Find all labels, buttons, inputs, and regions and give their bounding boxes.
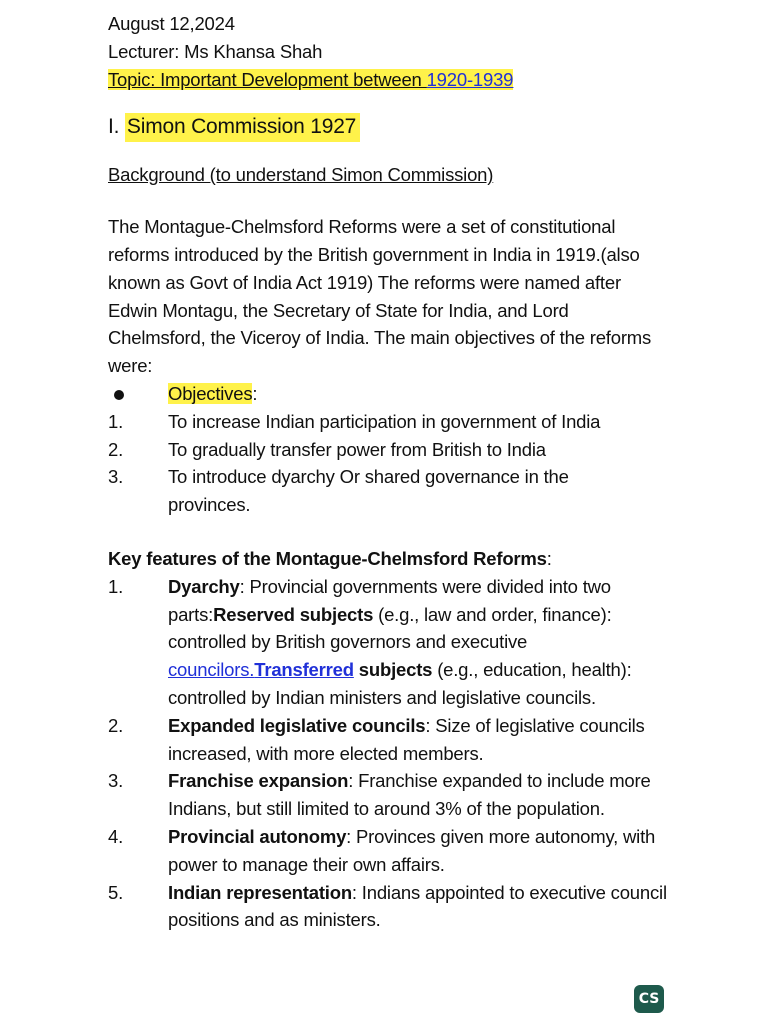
objectives-label: Objectives <box>168 382 253 404</box>
intro-paragraph <box>108 213 708 380</box>
list-number: 2. <box>108 438 124 460</box>
key-features-heading <box>108 545 708 573</box>
feature-item <box>108 879 708 935</box>
topic-label <box>108 69 513 90</box>
topic-year-link[interactable]: 1920-1939 <box>426 68 514 90</box>
intro-line: The Montague-Chelmsford Reforms were a set of constitutional <box>108 216 616 238</box>
section-number: I. <box>108 115 120 139</box>
objective-text: provinces. <box>168 494 251 516</box>
date-line: August 12,2024 <box>108 13 235 34</box>
feature-text: : Provincial governments were divided into two <box>239 575 611 597</box>
objective-text: To introduce dyarchy Or shared governance in the <box>168 466 569 488</box>
lecturer-line: Lecturer: Ms Khansa Shah <box>108 40 323 62</box>
bullet-marker <box>108 380 148 408</box>
list-number: 3. <box>108 466 124 488</box>
key-features-title: Key features of the Montague-Chelmsford Reforms <box>108 547 547 569</box>
objective-item <box>108 463 708 519</box>
objectives-colon: : <box>252 382 258 404</box>
feature-text: Indians, but still limited to around 3% of the population. <box>168 798 605 820</box>
camscanner-logo-icon: CS <box>634 985 664 1013</box>
feature-term: Indian representation <box>168 881 352 903</box>
feature-text: increased, with more elected members. <box>168 742 484 764</box>
councilors-link[interactable]: councilors. <box>168 659 255 681</box>
objectives-bullet <box>108 380 708 408</box>
feature-term: Franchise expansion <box>168 770 349 792</box>
feature-term: Dyarchy <box>168 575 240 597</box>
section-heading <box>108 111 708 143</box>
intro-line: were: <box>108 355 153 377</box>
feature-item <box>108 767 708 823</box>
intro-line: Edwin Montagu, the Secretary of State for India, and Lord <box>108 299 569 321</box>
transferred-link[interactable]: Transferred <box>254 659 354 681</box>
intro-line: reforms introduced by the British government in India in 1919.(also <box>108 243 640 265</box>
feature-term: Reserved subjects <box>213 603 374 625</box>
list-number: 2. <box>108 714 124 736</box>
objective-text: To gradually transfer power from British to India <box>168 438 546 460</box>
bullet-dot-icon <box>114 390 124 400</box>
objective-item <box>108 436 708 464</box>
feature-term: subjects <box>353 659 433 681</box>
feature-text: controlled by Indian ministers and legislative councils. <box>168 686 596 708</box>
list-number: 1. <box>108 575 124 597</box>
topic-line <box>108 66 708 94</box>
feature-text: : Size of legislative councils <box>425 714 645 736</box>
feature-text: : Franchise expanded to include more <box>348 770 651 792</box>
feature-text: positions and as ministers. <box>168 909 381 931</box>
key-features-colon: : <box>546 547 552 569</box>
intro-line: Chelmsford, the Viceroy of India. The main objectives of the reforms <box>108 327 652 349</box>
feature-item <box>108 712 708 768</box>
feature-term: Expanded legislative councils <box>168 714 426 736</box>
feature-item <box>108 573 708 712</box>
feature-text: controlled by British governors and executive <box>168 631 528 653</box>
feature-item <box>108 823 708 879</box>
list-number: 5. <box>108 881 124 903</box>
document-page <box>108 10 708 934</box>
feature-text: parts: <box>168 603 214 625</box>
feature-text: (e.g., education, health): <box>432 659 632 681</box>
feature-text: power to manage their own affairs. <box>168 853 445 875</box>
objective-item <box>108 408 708 436</box>
feature-text: : Indians appointed to executive council <box>351 881 667 903</box>
feature-text: : Provinces given more autonomy, with <box>346 825 656 847</box>
feature-term: Provincial autonomy <box>168 825 347 847</box>
list-number: 3. <box>108 770 124 792</box>
topic-prefix: Topic: Important Development between <box>108 68 427 90</box>
list-number: 1. <box>108 410 124 432</box>
section-title: Simon Commission 1927 <box>125 113 360 142</box>
feature-text: (e.g., law and order, finance): <box>373 603 612 625</box>
list-number: 4. <box>108 825 124 847</box>
intro-line: known as Govt of India Act 1919) The reforms were named after <box>108 271 621 293</box>
objective-text: To increase Indian participation in government of India <box>168 410 601 432</box>
background-heading: Background (to understand Simon Commission) <box>108 164 494 186</box>
